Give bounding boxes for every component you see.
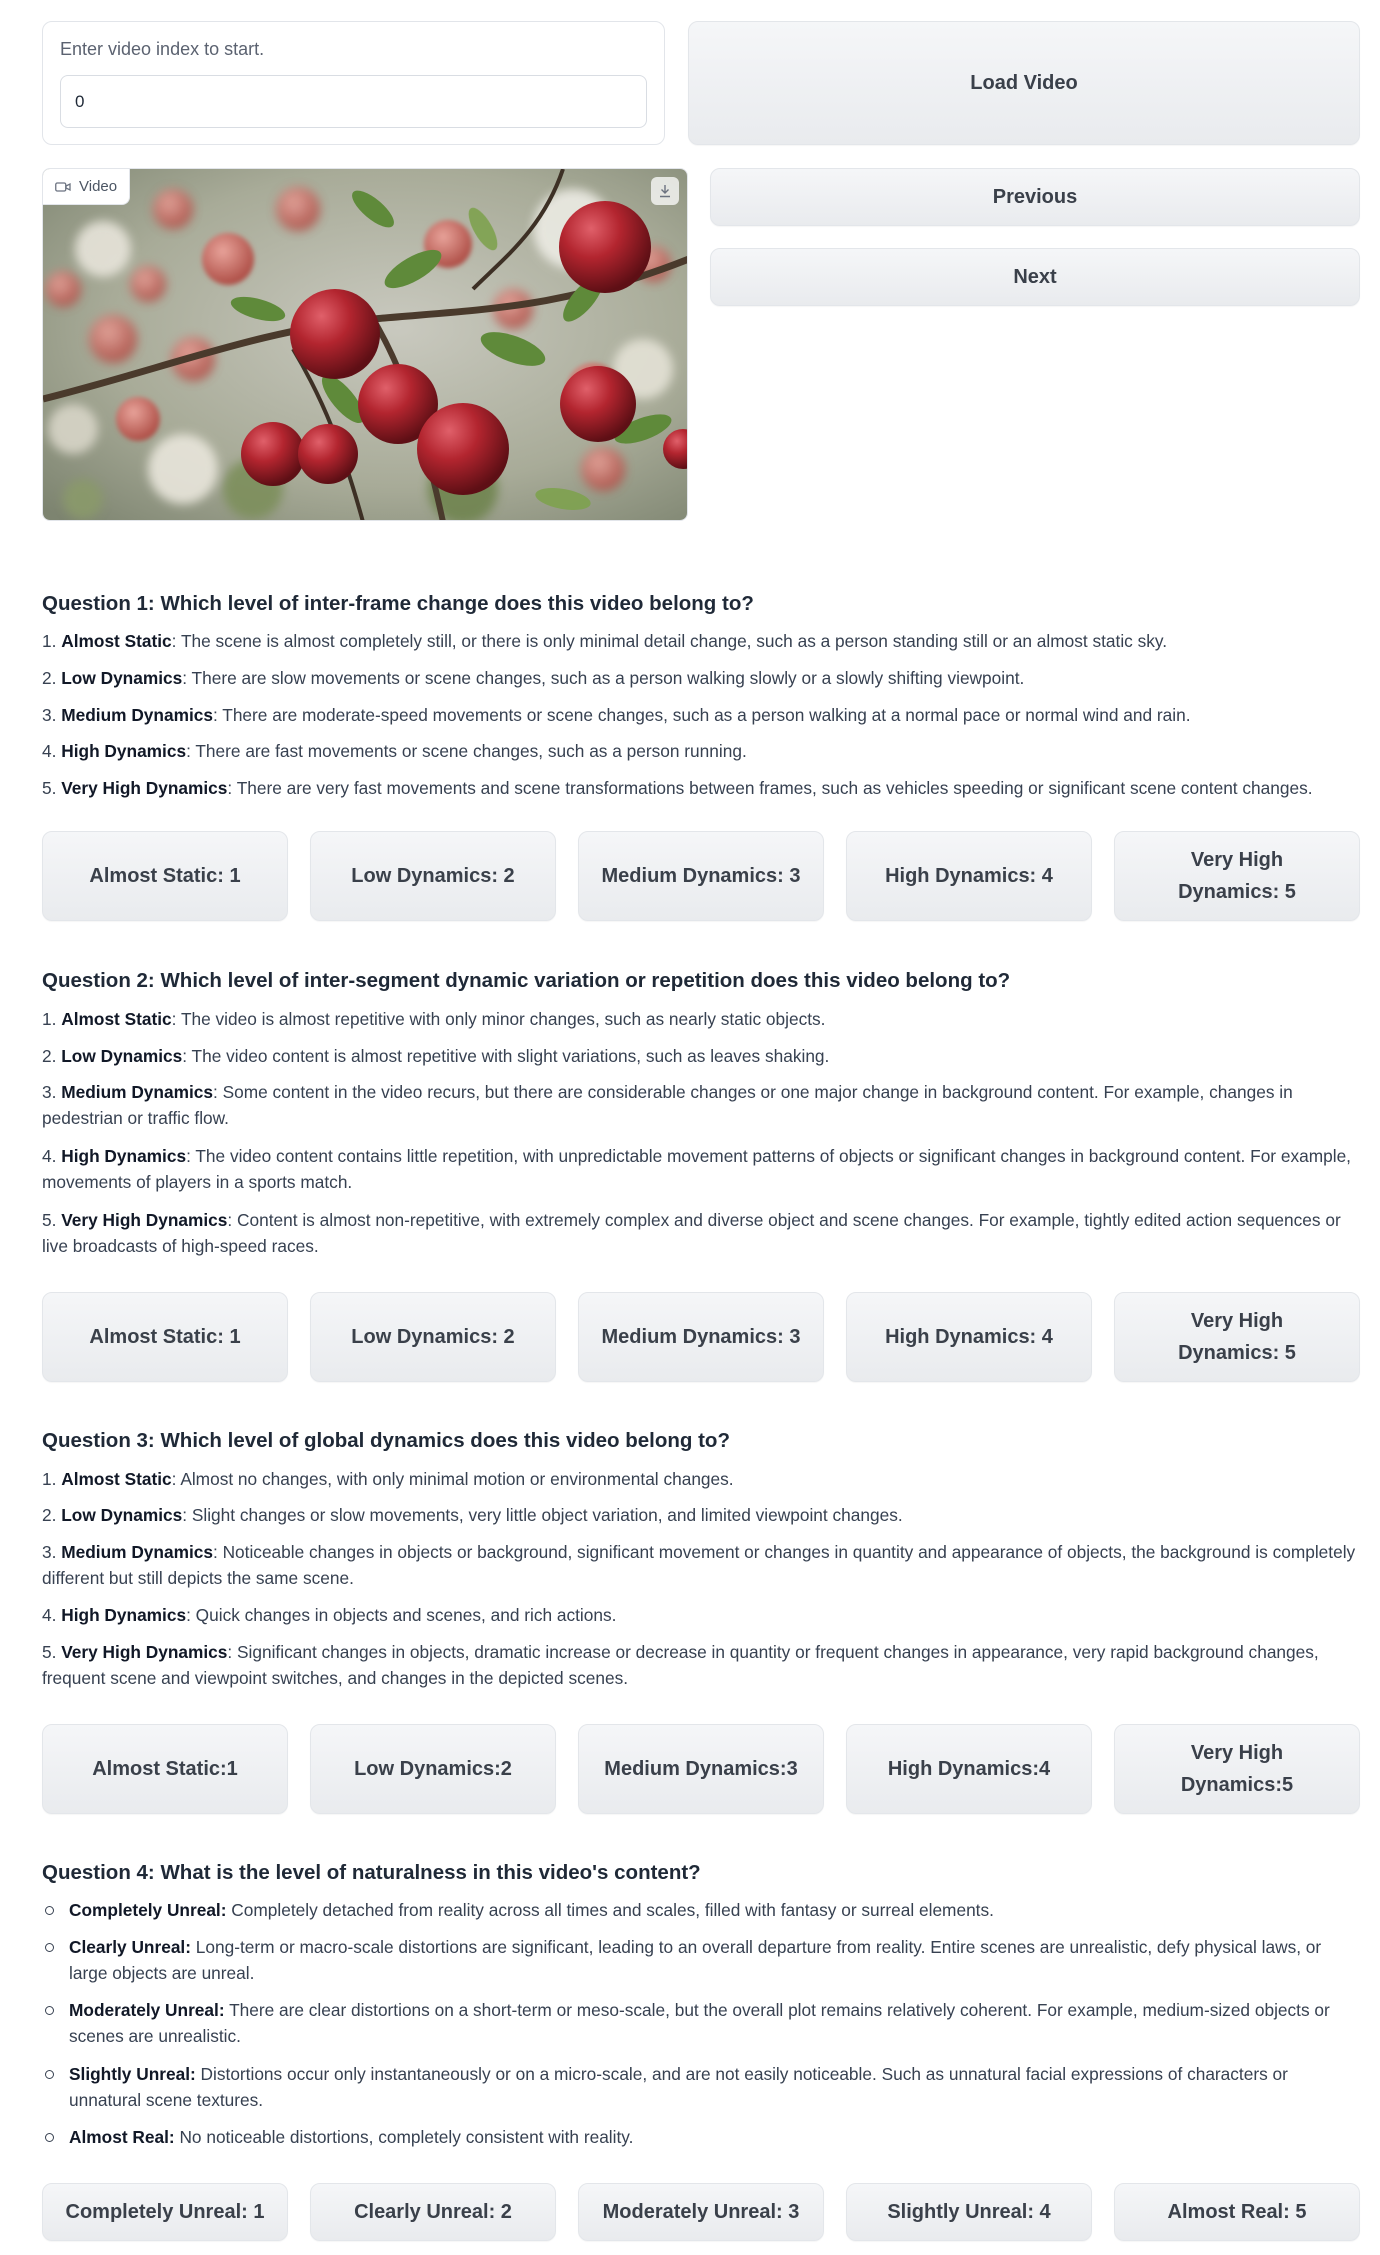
q2-option-3-description: 3. Medium Dynamics: Some content in the video recurs, but there are considerable changes or one major change in background content. For example, changes in pedestrian or traffic flow. — [42, 1082, 1293, 1128]
question-4-title: Question 4: What is the level of naturalness in this video's content? — [42, 1861, 701, 1884]
q1-option-1-description: 1. Almost Static: The scene is almost completely still, or there is only minimal detail change, such as a person standing still or an almost static sky. — [42, 631, 1168, 651]
q1-almost-static-button[interactable]: Almost Static: 1 — [42, 831, 288, 921]
q3-option-4-description: 4. High Dynamics: Quick changes in objects and scenes, and rich actions. — [42, 1605, 617, 1625]
bullet-icon — [45, 1943, 54, 1952]
q3-option-1-description: 1. Almost Static: Almost no changes, with only minimal motion or environmental changes. — [42, 1469, 734, 1489]
q2-low-dynamics-button[interactable]: Low Dynamics: 2 — [310, 1292, 556, 1382]
q3-high-dynamics-button[interactable]: High Dynamics:4 — [846, 1724, 1092, 1814]
video-tag — [43, 169, 130, 205]
q2-high-dynamics-button[interactable]: High Dynamics: 4 — [846, 1292, 1092, 1382]
q2-option-5-description: 5. Very High Dynamics: Content is almost non-repetitive, with extremely complex and diverse object and scene changes. For example, tightly edited action sequences or live broadcasts of high-speed races. — [42, 1210, 1341, 1256]
download-icon[interactable] — [651, 177, 679, 205]
q1-medium-dynamics-button[interactable]: Medium Dynamics: 3 — [578, 831, 824, 921]
q4-option-2-description: Clearly Unreal: Long-term or macro-scale distortions are significant, leading to an overall departure from reality. Entire scenes are unrealistic, defy physical laws, or large objects are unreal. — [42, 1934, 1360, 1986]
q2-medium-dynamics-button[interactable]: Medium Dynamics: 3 — [578, 1292, 824, 1382]
q3-medium-dynamics-button[interactable]: Medium Dynamics:3 — [578, 1724, 824, 1814]
q1-option-2-description: 2. Low Dynamics: There are slow movements or scene changes, such as a person walking slowly or a slowly shifting viewpoint. — [42, 668, 1025, 688]
q1-high-dynamics-button[interactable]: High Dynamics: 4 — [846, 831, 1092, 921]
video-player[interactable] — [42, 168, 688, 521]
question-1-title: Question 1: Which level of inter-frame change does this video belong to? — [42, 592, 754, 615]
q3-very-high-dynamics-button[interactable]: Very High Dynamics:5 — [1114, 1724, 1360, 1814]
q4-slightly-unreal-button[interactable]: Slightly Unreal: 4 — [846, 2183, 1092, 2241]
q2-very-high-dynamics-button[interactable]: Very High Dynamics: 5 — [1114, 1292, 1360, 1382]
q1-low-dynamics-button[interactable]: Low Dynamics: 2 — [310, 831, 556, 921]
previous-button[interactable]: Previous — [710, 168, 1360, 226]
q4-option-4-description: Slightly Unreal: Distortions occur only instantaneously or on a micro-scale, and are not easily noticeable. Such as unnatural facial expressions of characters or unnatural scene textures. — [42, 2061, 1360, 2113]
video-frame-apples — [43, 169, 688, 521]
next-button[interactable]: Next — [710, 248, 1360, 306]
bullet-icon — [45, 2133, 54, 2142]
question-3-title: Question 3: Which level of global dynamics does this video belong to? — [42, 1429, 730, 1452]
question-2-title: Question 2: Which level of inter-segment dynamic variation or repetition does this video belong to? — [42, 969, 1011, 992]
video-camera-icon — [55, 181, 71, 193]
video-index-input[interactable] — [60, 75, 647, 128]
q1-option-3-description: 3. Medium Dynamics: There are moderate-speed movements or scene changes, such as a person walking at a normal pace or normal wind and rain. — [42, 705, 1191, 725]
q3-low-dynamics-button[interactable]: Low Dynamics:2 — [310, 1724, 556, 1814]
q4-completely-unreal-button[interactable]: Completely Unreal: 1 — [42, 2183, 288, 2241]
q4-option-3-description: Moderately Unreal: There are clear distortions on a short-term or meso-scale, but the overall plot remains relatively coherent. For example, medium-sized objects or scenes are unrealistic. — [42, 1997, 1360, 2049]
q4-almost-real-button[interactable]: Almost Real: 5 — [1114, 2183, 1360, 2241]
video-tag-label: Video — [79, 178, 118, 195]
q3-option-2-description: 2. Low Dynamics: Slight changes or slow movements, very little object variation, and limited viewpoint changes. — [42, 1505, 903, 1525]
q2-option-4-description: 4. High Dynamics: The video content contains little repetition, with unpredictable movement patterns of objects or significant changes in background content. For example, movements of players in a sports match. — [42, 1146, 1351, 1192]
q2-option-2-description: 2. Low Dynamics: The video content is almost repetitive with slight variations, such as leaves shaking. — [42, 1046, 830, 1066]
q4-option-5-description: Almost Real: No noticeable distortions, completely consistent with reality. — [42, 2124, 1360, 2150]
video-index-panel — [42, 21, 665, 145]
q4-clearly-unreal-button[interactable]: Clearly Unreal: 2 — [310, 2183, 556, 2241]
q2-almost-static-button[interactable]: Almost Static: 1 — [42, 1292, 288, 1382]
q3-option-3-description: 3. Medium Dynamics: Noticeable changes in objects or background, significant movement or changes in quantity and appearance of objects, the background is completely different but still depicts the same scene. — [42, 1542, 1356, 1588]
q3-almost-static-button[interactable]: Almost Static:1 — [42, 1724, 288, 1814]
q1-very-high-dynamics-button[interactable]: Very High Dynamics: 5 — [1114, 831, 1360, 921]
bullet-icon — [45, 2006, 54, 2015]
q2-option-1-description: 1. Almost Static: The video is almost repetitive with only minor changes, such as nearly static objects. — [42, 1009, 826, 1029]
load-video-button[interactable]: Load Video — [688, 21, 1360, 145]
q1-option-4-description: 4. High Dynamics: There are fast movements or scene changes, such as a person running. — [42, 741, 747, 761]
q3-option-5-description: 5. Very High Dynamics: Significant changes in objects, dramatic increase or decrease in quantity or frequent changes in appearance, very rapid background changes, frequent scene and viewpoint switches, and changes in the depicted scenes. — [42, 1642, 1319, 1688]
q4-option-1-description: Completely Unreal: Completely detached from reality across all times and scales, filled with fantasy or surreal elements. — [42, 1897, 1360, 1923]
bullet-icon — [45, 2070, 54, 2079]
bullet-icon — [45, 1906, 54, 1915]
video-index-label: Enter video index to start. — [60, 39, 265, 59]
q4-moderately-unreal-button[interactable]: Moderately Unreal: 3 — [578, 2183, 824, 2241]
q1-option-5-description: 5. Very High Dynamics: There are very fast movements and scene transformations between frames, such as vehicles speeding or significant scene content changes. — [42, 778, 1313, 798]
